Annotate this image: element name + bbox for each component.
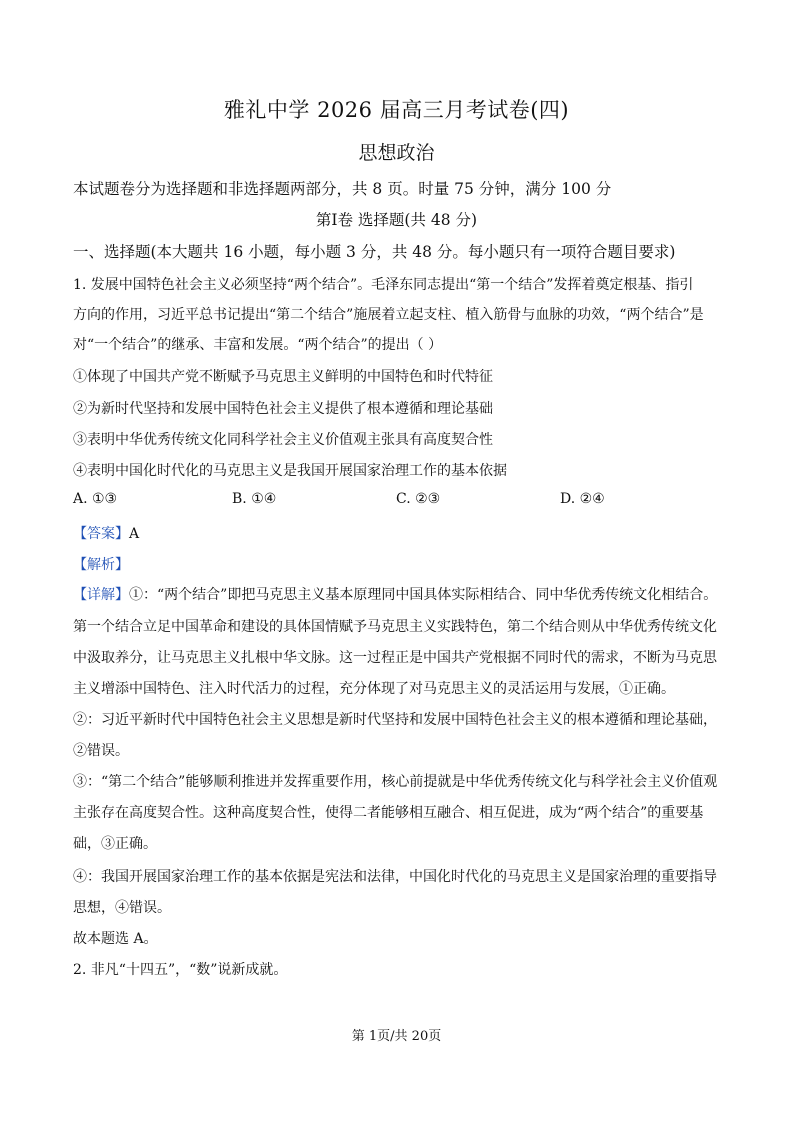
page-footer: 第 1页/共 20页 <box>351 1029 442 1044</box>
option-c: C. ②③ <box>396 491 441 507</box>
detail-line: 第一个结合立足中国革命和建设的具体国情赋予马克思主义实践特色，第二个结合则从中华优秀传统文化 <box>73 619 717 635</box>
detail-line: ④：我国开展国家治理工作的基本依据是宪法和法律，中国化时代化的马克思主义是国家治理的重要指导 <box>73 869 717 885</box>
option-d: D. ②④ <box>560 491 605 507</box>
statement-item: ②为新时代坚持和发展中国特色社会主义提供了根本遵循和理论基础 <box>73 401 493 417</box>
detail-line: 主张存在高度契合性。这种高度契合性，使得二者能够相互融合、相互促进，成为“两个结合”的重要基 <box>73 805 704 821</box>
detail-line: ③：“第二个结合”能够顺利推进并发挥重要作用，核心前提就是中华优秀传统文化与科学社会主义价值观 <box>73 774 718 790</box>
option-b: B. ①④ <box>232 491 277 507</box>
detail-line: 思想，④错误。 <box>73 900 171 916</box>
question-1-stem-line: 方向的作用，习近平总书记提出“第二个结合”施展着立起支柱、植入筋骨与血脉的功效，“两个结合”是 <box>73 307 704 323</box>
detail-line: ②错误。 <box>73 743 129 759</box>
answer-line <box>73 523 139 543</box>
analysis-line <box>73 554 129 574</box>
detail-line: 主义增添中国特色、注入时代活力的过程，充分体现了对马克思主义的灵活运用与发展，①正确。 <box>73 681 675 697</box>
option-a: A. ①③ <box>73 491 118 507</box>
detail-line: 础，③正确。 <box>73 836 157 852</box>
detail-line: 中汲取养分，让马克思主义扎根中华文脉。这一过程正是中国共产党根据不同时代的需求，不断为马克思 <box>73 650 717 666</box>
statement-item: ③表明中华优秀传统文化同科学社会主义价值观主张具有高度契合性 <box>73 432 493 448</box>
detail-line <box>73 584 717 604</box>
answer-tag: 【答案】 <box>73 526 129 542</box>
section-title: 一、选择题(本大题共 16 小题，每小题 3 分，共 48 分。每小题只有一项符合题目要求) <box>73 243 676 261</box>
detail-text: ①：“两个结合”即把马克思主义基本原理同中国具体实际相结合、同中华优秀传统文化相结合。 <box>129 587 718 603</box>
statement-item: ④表明中国化时代化的马克思主义是我国开展国家治理工作的基本依据 <box>73 463 507 479</box>
answer-options <box>73 491 733 511</box>
detail-line: ②：习近平新时代中国特色社会主义思想是新时代坚持和发展中国特色社会主义的根本遵循和理论基础， <box>73 712 717 728</box>
question-1-stem-line: 1. 发展中国特色社会主义必须坚持“两个结合”。毛泽东同志提出“第一个结合”发挥着奠定根基、指引 <box>73 277 694 293</box>
detail-line: 故本题选 A。 <box>73 931 158 947</box>
exam-instructions: 本试题卷分为选择题和非选择题两部分，共 8 页。时量 75 分钟，满分 100 分 <box>73 180 612 198</box>
analysis-tag: 【解析】 <box>73 557 129 573</box>
exam-title: 雅礼中学 2026 届高三月考试卷(四) <box>223 98 570 122</box>
statement-item: ①体现了中国共产党不断赋予马克思主义鲜明的中国特色和时代特征 <box>73 369 493 385</box>
part-title: 第Ⅰ卷 选择题(共 48 分) <box>315 211 478 229</box>
detail-tag: 【详解】 <box>73 587 129 603</box>
question-1-stem-line: 对“一个结合”的继承、丰富和发展。“两个结合”的提出（ ） <box>73 337 443 353</box>
answer-value: A <box>129 526 140 542</box>
subject-title: 思想政治 <box>358 142 435 164</box>
question-2-stem: 2. 非凡“十四五”，“数”说新成就。 <box>73 962 288 978</box>
